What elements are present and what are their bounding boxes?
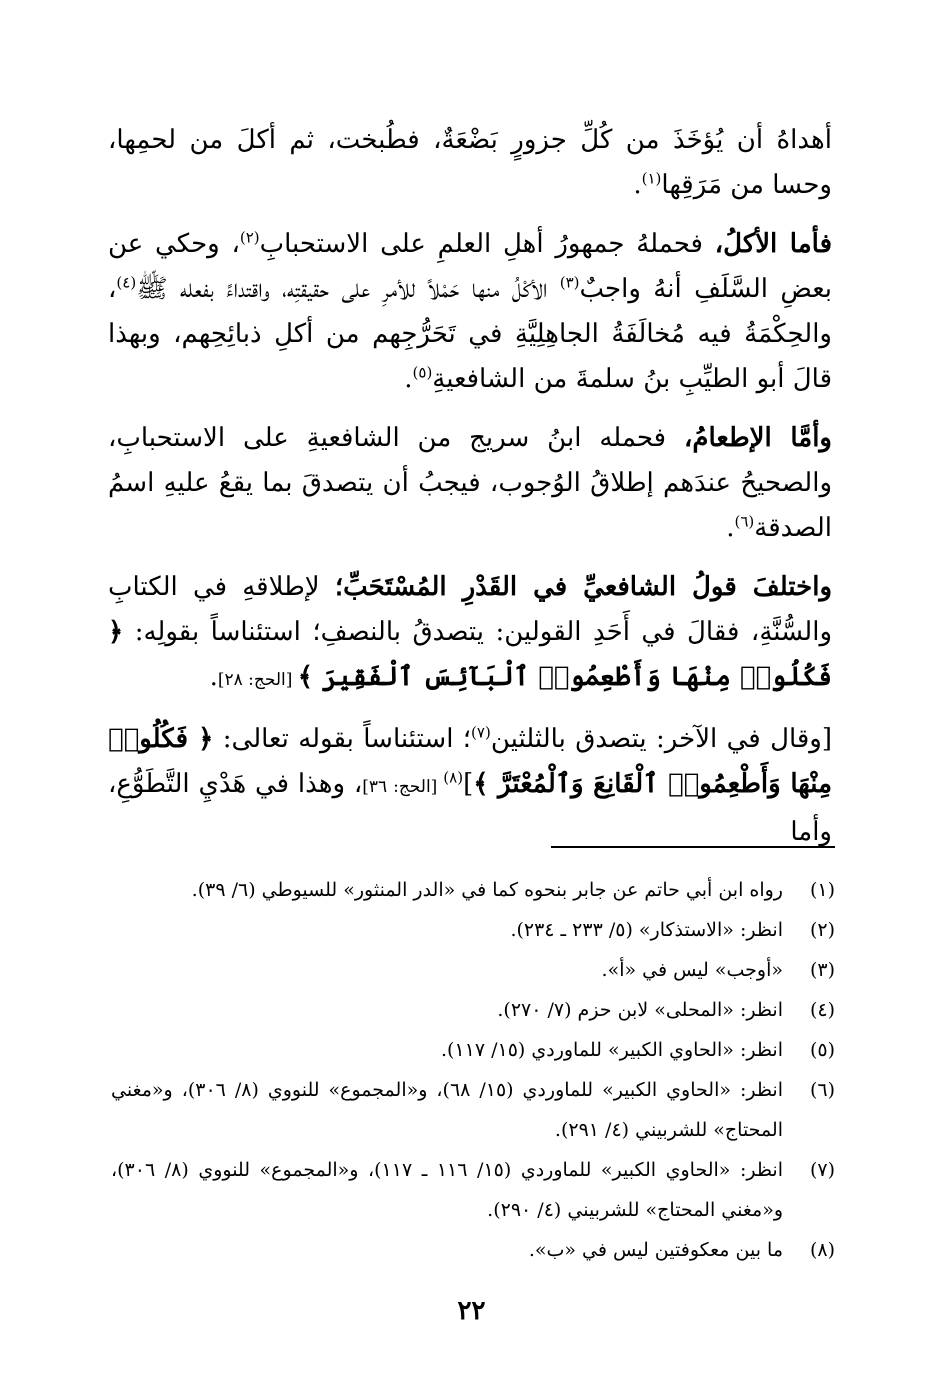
quran-verse: ﴿ فَكُلُوا۟ مِنْهَا وَأَطْعِمُوا۟ ٱلْقَانِعَ وَٱلْمُعْتَرَّ ﴾ bbox=[108, 724, 832, 799]
footnote-mark[interactable]: (٢) bbox=[239, 228, 260, 247]
paragraph-text: فحمله ابنُ سريج من الشافعيةِ على الاستحبابِ، والصحيحُ عندَهم إطلاقُ الوُجوب، فيجبُ أن يتصدقَ بما يقعُ عليهِ اسمُ الصدقة bbox=[108, 423, 832, 543]
footnote-text: ما بين معكوفتين ليس في «ب». bbox=[528, 1239, 783, 1261]
footnote-number: (٧) bbox=[809, 1159, 835, 1181]
footnote-text: رواه ابن أبي حاتم عن جابر بنحوه كما في «الدر المنثور» للسيوطي (٦/ ٣٩). bbox=[191, 879, 783, 901]
footnote-mark[interactable]: (٥) bbox=[412, 363, 433, 382]
paragraph-text: ] bbox=[463, 769, 474, 799]
paragraph-text: ، وحكي عن بعضِ السَّلَفِ أنهُ واجبٌ bbox=[108, 229, 832, 304]
footnote-number: (٥) bbox=[809, 1039, 835, 1061]
quran-verse: ﴿ فَكُلُوا۟ مِنْهَا وَأَطْعِمُوا۟ ٱلْبَآئِسَ ٱلْفَقِيرَ ﴾ bbox=[108, 617, 832, 692]
footnote-text: انظر: «المحلى» لابن حزم (٧/ ٢٧٠). bbox=[497, 999, 783, 1021]
footnote-mark[interactable]: (٧) bbox=[471, 723, 491, 742]
footnote-number: (٣) bbox=[809, 959, 835, 981]
footnote-text: «أوجب» ليس في «أ». bbox=[601, 959, 783, 981]
paragraph-1 bbox=[108, 118, 832, 208]
paragraph-3 bbox=[108, 416, 832, 551]
paragraph-tail: ، وهذا في هَدْيِ التَّطَوُّعِ، وأما bbox=[108, 769, 832, 847]
footnote-text: انظر: «الحاوي الكبير» للماوردي (١٥/ ٦٨)، و«المجموع» للنووي (٨/ ٣٠٦)، و«مغني المحتاج» للشربيني (٤/ ٢٩١). bbox=[111, 1079, 783, 1141]
footnote-item bbox=[111, 1230, 835, 1270]
paragraph-tail: . bbox=[404, 364, 413, 394]
paragraph-tail: . bbox=[726, 513, 735, 543]
paragraph-lead: وأمَّا الإطعامُ، bbox=[683, 423, 832, 453]
footnote-text: انظر: «الاستذكار» (٥/ ٢٣٣ ـ ٢٣٤). bbox=[510, 919, 783, 941]
footnote-number: (٢) bbox=[809, 919, 835, 941]
footnote-item bbox=[111, 1070, 835, 1150]
paragraph-text: فحملهُ جمهورُ أهلِ العلمِ على الاستحبابِ bbox=[259, 229, 715, 259]
footnote-number: (٨) bbox=[809, 1239, 835, 1261]
verse-reference: [الحج: ٣٦] bbox=[362, 777, 444, 797]
footnote-mark[interactable]: (٨) bbox=[443, 768, 464, 787]
paragraph-text: الأكْلُ منها حَمْلاً للأمرِ على حقيقتِه، واقتداءً بفعله ﷺ bbox=[136, 274, 560, 304]
footnote-item bbox=[111, 950, 835, 990]
footnote-text: انظر: «الحاوي الكبير» للماوردي (١٥/ ١١٦ ـ ١١٧)، و«المجموع» للنووي (٨/ ٣٠٦)، و«مغني المحتاج» للشربيني (٤/ ٢٩٠). bbox=[111, 1159, 783, 1221]
footnote-text: انظر: «الحاوي الكبير» للماوردي (١٥/ ١١٧). bbox=[440, 1039, 783, 1061]
main-text bbox=[108, 118, 832, 869]
paragraph-4 bbox=[108, 565, 832, 703]
footnote-item bbox=[111, 1030, 835, 1070]
footnote-item bbox=[111, 990, 835, 1030]
footnote-number: (٦) bbox=[809, 1079, 835, 1101]
paragraph-lead: فأما الأكلُ، bbox=[714, 229, 832, 259]
paragraph-5 bbox=[108, 717, 832, 855]
paragraph-lead: واختلفَ قولُ الشافعيِّ في القَدْرِ المُسْتَحَبِّ؛ bbox=[334, 572, 832, 602]
paragraph-tail: . bbox=[633, 170, 642, 200]
page-number: ٢٢ bbox=[457, 1296, 486, 1326]
footnote-mark[interactable]: (٤) bbox=[116, 273, 137, 292]
footnote-item bbox=[111, 870, 835, 910]
paragraph-text: ؛ استئناساً بقوله تعالى: bbox=[213, 724, 472, 754]
paragraph-text: لإطلاقهِ في الكتابِ والسُّنَّةِ، فقالَ في أَحَدِ القولين: يتصدقُ بالنصفِ؛ استئناساً بقولِه: bbox=[108, 572, 832, 647]
footnote-mark[interactable]: (٦) bbox=[734, 512, 755, 531]
footnote-number: (١) bbox=[809, 879, 835, 901]
footnotes bbox=[111, 870, 835, 1270]
footnote-item bbox=[111, 910, 835, 950]
footnote-number: (٤) bbox=[809, 999, 835, 1021]
verse-reference: [الحج: ٢٨] bbox=[217, 670, 298, 690]
footnote-mark[interactable]: (٣) bbox=[559, 273, 580, 292]
paragraph-text: ، والحِكْمَةُ فيه مُخالَفَةُ الجاهِلِيَّةِ في تَحَرُّجِهم من أكلِ ذبائِحِهم، وبهذا قالَ أبو الطيِّبِ بنُ سلمةَ من الشافعيةِ bbox=[108, 274, 832, 394]
footnote-item bbox=[111, 1150, 835, 1230]
paragraph-2 bbox=[108, 222, 832, 402]
paragraph-tail: . bbox=[209, 662, 218, 692]
paragraph-text: أهداهُ أن يُؤخَذَ من كُلِّ جزورٍ بَضْعَةٌ، فطُبخت، ثم أكلَ من لحمِها، وحسا من مَرَقِها bbox=[108, 125, 832, 200]
footnote-separator bbox=[551, 846, 835, 848]
footnote-mark[interactable]: (١) bbox=[641, 169, 662, 188]
paragraph-text: [وقال في الآخر: يتصدق بالثلثين bbox=[490, 724, 833, 754]
